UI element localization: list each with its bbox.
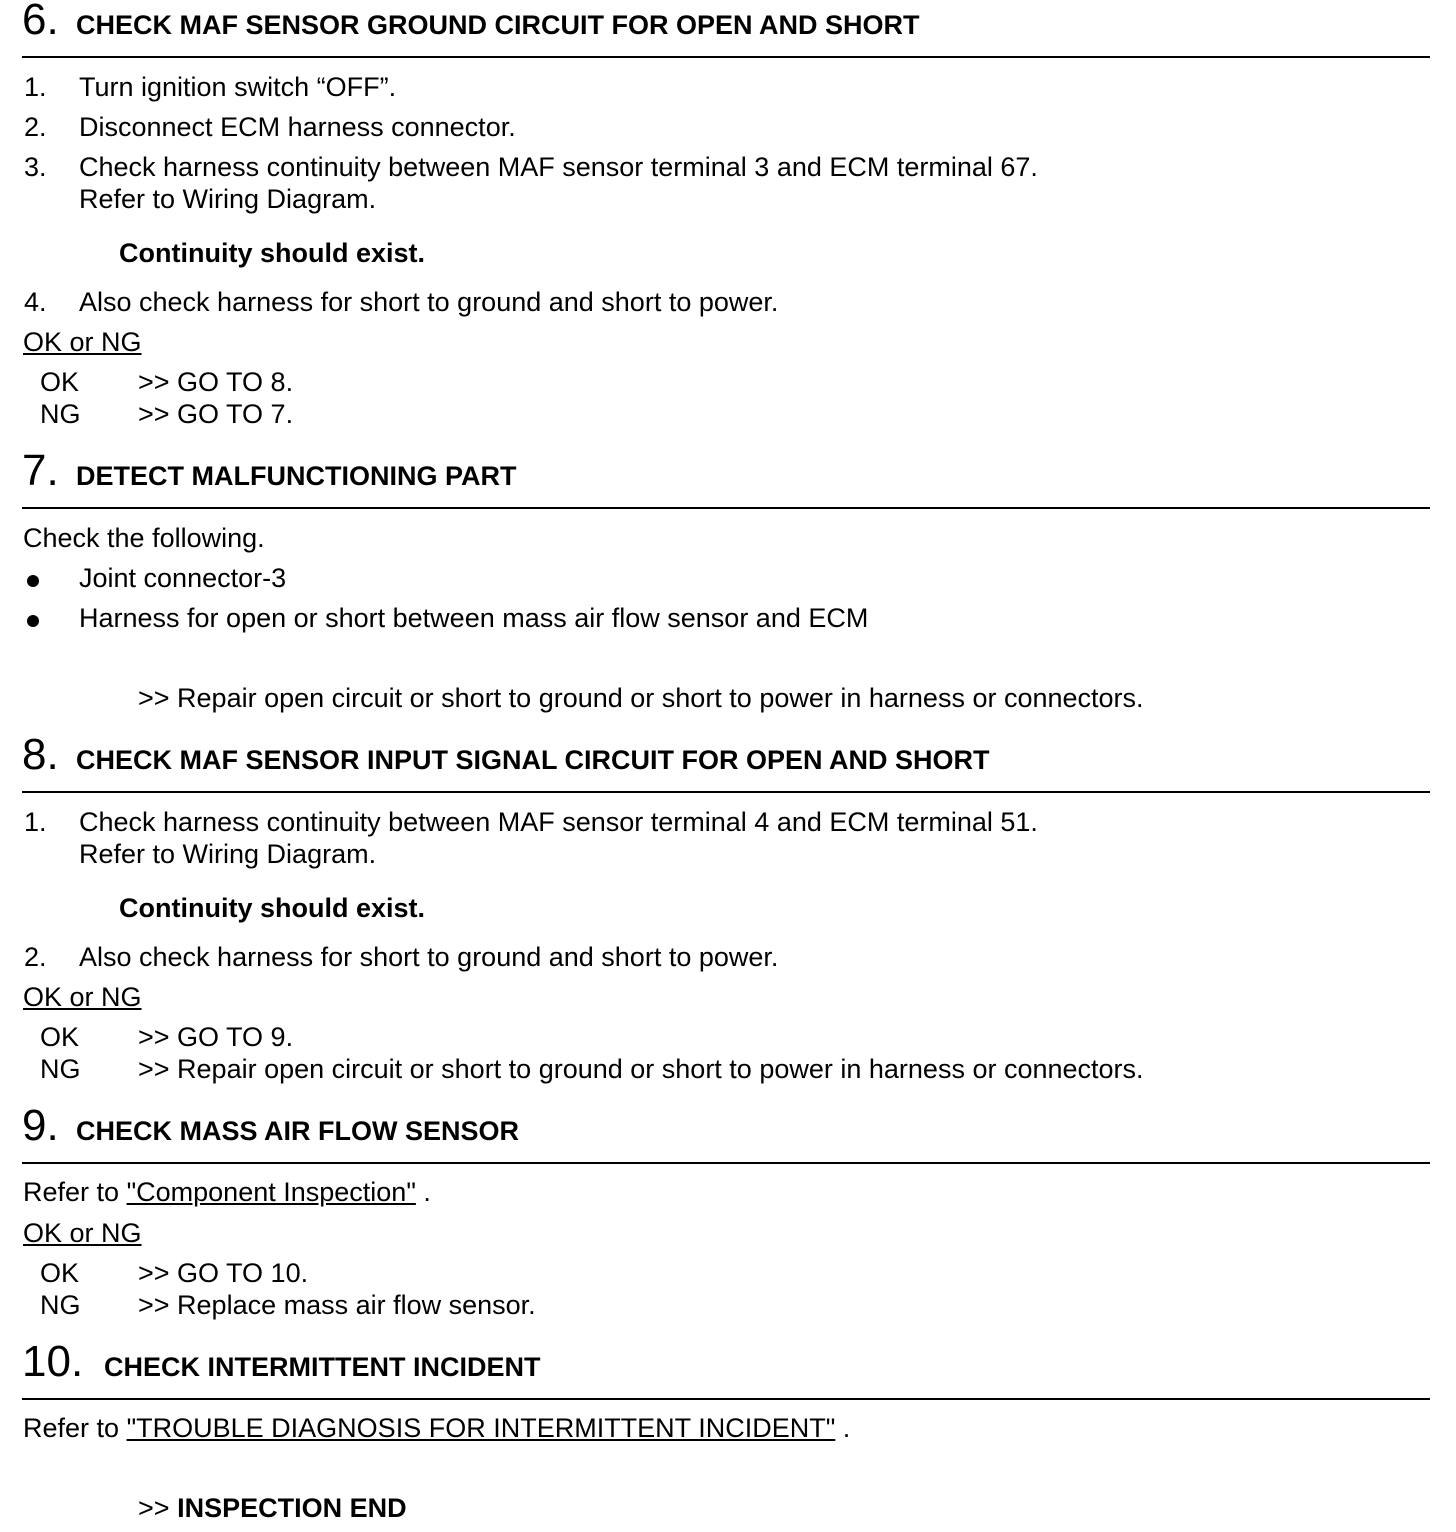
step-7-number: 7. [22,446,59,495]
step-6-ng-label: NG [40,399,81,429]
intermittent-incident-link[interactable]: "TROUBLE DIAGNOSIS FOR INTERMITTENT INCIDENT" [126,1413,836,1443]
component-inspection-link[interactable]: "Component Inspection" [126,1177,416,1207]
step-7-bullet-1: Joint connector-3 [79,563,287,593]
step-6-ng-result: >> GO TO 7. [138,399,294,429]
step-7-result: >> Repair open circuit or short to ground or short to power in harness or connectors. [138,683,1144,713]
step-6-number: 6. [22,0,59,44]
step-6-ok-label: OK [40,367,80,397]
inspection-end-label: INSPECTION END [177,1493,407,1523]
step-8-item-1-num: 1. [24,807,47,837]
inspection-end [138,1492,407,1524]
bullet-icon [27,615,39,627]
step-10-ref-prefix: Refer to [23,1413,120,1443]
step-7-title: DETECT MALFUNCTIONING PART [76,461,517,491]
step-9-ok-label: OK [40,1258,80,1288]
step-8-ng-result: >> Repair open circuit or short to ground or short to power in harness or connectors. [138,1054,1144,1084]
step-6-item-4-text: Also check harness for short to ground and short to power. [79,287,779,317]
step-8-ng-label: NG [40,1054,81,1084]
step-10-reference [23,1412,850,1444]
step-6-item-1-num: 1. [24,72,47,102]
step-8-ok-ng-label: OK or NG [23,982,142,1012]
step-6-ok-result: >> GO TO 8. [138,367,294,397]
step-10-title: CHECK INTERMITTENT INCIDENT [104,1352,541,1382]
step-9-header [22,1101,1430,1164]
step-6-item-3-ref: Refer to Wiring Diagram. [79,184,377,214]
step-6-item-2-num: 2. [24,112,47,142]
step-10-header [22,1337,1430,1400]
step-9-ref-suffix: . [423,1177,431,1207]
step-8-note: Continuity should exist. [119,893,426,923]
step-10-number: 10. [22,1337,84,1386]
step-6-item-3-num: 3. [24,152,47,182]
step-8-item-1-ref: Refer to Wiring Diagram. [79,839,377,869]
step-9-reference [23,1176,431,1208]
step-9-ok-ng-label: OK or NG [23,1218,142,1248]
step-9-ng-label: NG [40,1290,81,1320]
step-8-item-2-text: Also check harness for short to ground and short to power. [79,942,779,972]
step-6-item-3-text: Check harness continuity between MAF sensor terminal 3 and ECM terminal 67. [79,152,1038,182]
step-6-title: CHECK MAF SENSOR GROUND CIRCUIT FOR OPEN AND SHORT [76,10,920,40]
step-8-item-2-num: 2. [24,942,47,972]
step-10-ref-suffix: . [842,1413,851,1443]
step-6-note: Continuity should exist. [119,238,426,268]
bullet-icon [27,575,39,587]
step-9-ng-result: >> Replace mass air flow sensor. [138,1290,536,1320]
step-6-item-2-text: Disconnect ECM harness connector. [79,112,516,142]
step-8-header [22,730,1430,793]
inspection-end-arrows: >> [138,1493,170,1523]
step-6-header [22,0,1430,58]
step-9-ok-result: >> GO TO 10. [138,1258,309,1288]
step-9-number: 9. [22,1101,59,1150]
step-8-ok-label: OK [40,1022,80,1052]
step-8-number: 8. [22,730,59,779]
step-8-title: CHECK MAF SENSOR INPUT SIGNAL CIRCUIT FOR OPEN AND SHORT [76,745,990,775]
step-6-item-1-text: Turn ignition switch “OFF”. [79,72,397,102]
step-7-intro: Check the following. [23,523,265,553]
step-6-ok-ng-label: OK or NG [23,327,142,357]
step-9-title: CHECK MASS AIR FLOW SENSOR [76,1116,520,1146]
step-8-ok-result: >> GO TO 9. [138,1022,294,1052]
step-6-item-4-num: 4. [24,287,47,317]
step-7-header [22,446,1430,509]
step-9-ref-prefix: Refer to [23,1177,120,1207]
step-7-bullet-2: Harness for open or short between mass air flow sensor and ECM [79,603,869,633]
step-8-item-1-text: Check harness continuity between MAF sensor terminal 4 and ECM terminal 51. [79,807,1038,837]
